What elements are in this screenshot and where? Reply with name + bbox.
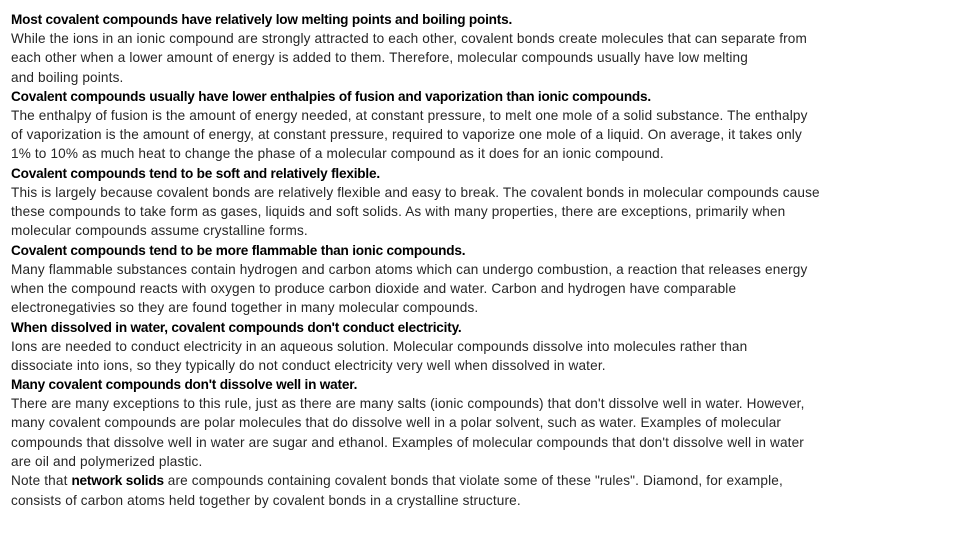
paragraph-network-solids-note <box>11 471 952 510</box>
text-line: While the ions in an ionic compound are strongly attracted to each other, covalent bonds create molecules that can separate from <box>11 31 807 46</box>
paragraph-flammable <box>11 260 952 318</box>
text-line: and boiling points. <box>11 69 124 85</box>
text-line: these compounds to take form as gases, liquids and soft solids. As with many properties, there are exceptions, primarily when <box>11 204 786 220</box>
text-line: are oil and polymerized plastic. <box>11 454 203 470</box>
text-line: dissociate into ions, so they typically do not conduct electricity very well when dissolved in water. <box>11 357 606 373</box>
paragraph-enthalpies <box>11 106 952 164</box>
paragraph-low-melting-points <box>11 29 952 87</box>
text-line: Ions are needed to conduct electricity in an aqueous solution. Molecular compounds dissolve into molecules rather than <box>11 338 748 354</box>
text-line: This is largely because covalent bonds are relatively flexible and easy to break. The covalent bonds in molecular compounds cause <box>11 184 820 200</box>
heading-enthalpies: Covalent compounds usually have lower enthalpies of fusion and vaporization than ionic compounds. <box>11 88 651 104</box>
text-line: consists of carbon atoms held together by covalent bonds in a crystalline structure. <box>11 492 521 508</box>
text-line: molecular compounds assume crystalline forms. <box>11 223 308 239</box>
text-line: electronegativies so they are found together in many molecular compounds. <box>11 300 479 316</box>
note-emphasis: network solids <box>71 473 164 489</box>
text-line: compounds that dissolve well in water are sugar and ethanol. Examples of molecular compounds that don't dissolve well in water <box>11 434 804 450</box>
heading-flammable: Covalent compounds tend to be more flammable than ionic compounds. <box>11 242 466 258</box>
text-line: when the compound reacts with oxygen to produce carbon dioxide and water. Carbon and hydrogen have comparable <box>11 280 737 296</box>
paragraph-soft-flexible <box>11 183 952 241</box>
heading-low-melting-points: Most covalent compounds have relatively low melting points and boiling points. <box>11 12 513 27</box>
note-prefix: Note that <box>11 473 72 489</box>
text-line: The enthalpy of fusion is the amount of energy needed, at constant pressure, to melt one mole of a solid substance. The enthalpy <box>11 107 808 123</box>
heading-soft-flexible: Covalent compounds tend to be soft and relatively flexible. <box>11 165 380 181</box>
text-line: many covalent compounds are polar molecules that do dissolve well in a polar solvent, such as water. Examples of molecular <box>11 415 782 431</box>
paragraph-conductivity <box>11 337 952 376</box>
text-line: There are many exceptions to this rule, just as there are many salts (ionic compounds) that don't dissolve well in water. However, <box>11 396 805 412</box>
text-line: of vaporization is the amount of energy, at constant pressure, required to vaporize one mole of a liquid. On average, it takes only <box>11 127 802 143</box>
paragraph-solubility <box>11 394 952 471</box>
note-suffix: are compounds containing covalent bonds that violate some of these "rules". Diamond, for example, <box>163 473 783 489</box>
text-line: 1% to 10% as much heat to change the phase of a molecular compound as it does for an ionic compound. <box>11 146 664 162</box>
text-line: Many flammable substances contain hydrogen and carbon atoms which can undergo combustion, a reaction that releases energy <box>11 261 808 277</box>
heading-conductivity: When dissolved in water, covalent compounds don't conduct electricity. <box>11 319 462 335</box>
text-line: each other when a lower amount of energy is added to them. Therefore, molecular compounds usually have low melting <box>11 50 748 66</box>
heading-solubility: Many covalent compounds don't dissolve well in water. <box>11 377 358 393</box>
